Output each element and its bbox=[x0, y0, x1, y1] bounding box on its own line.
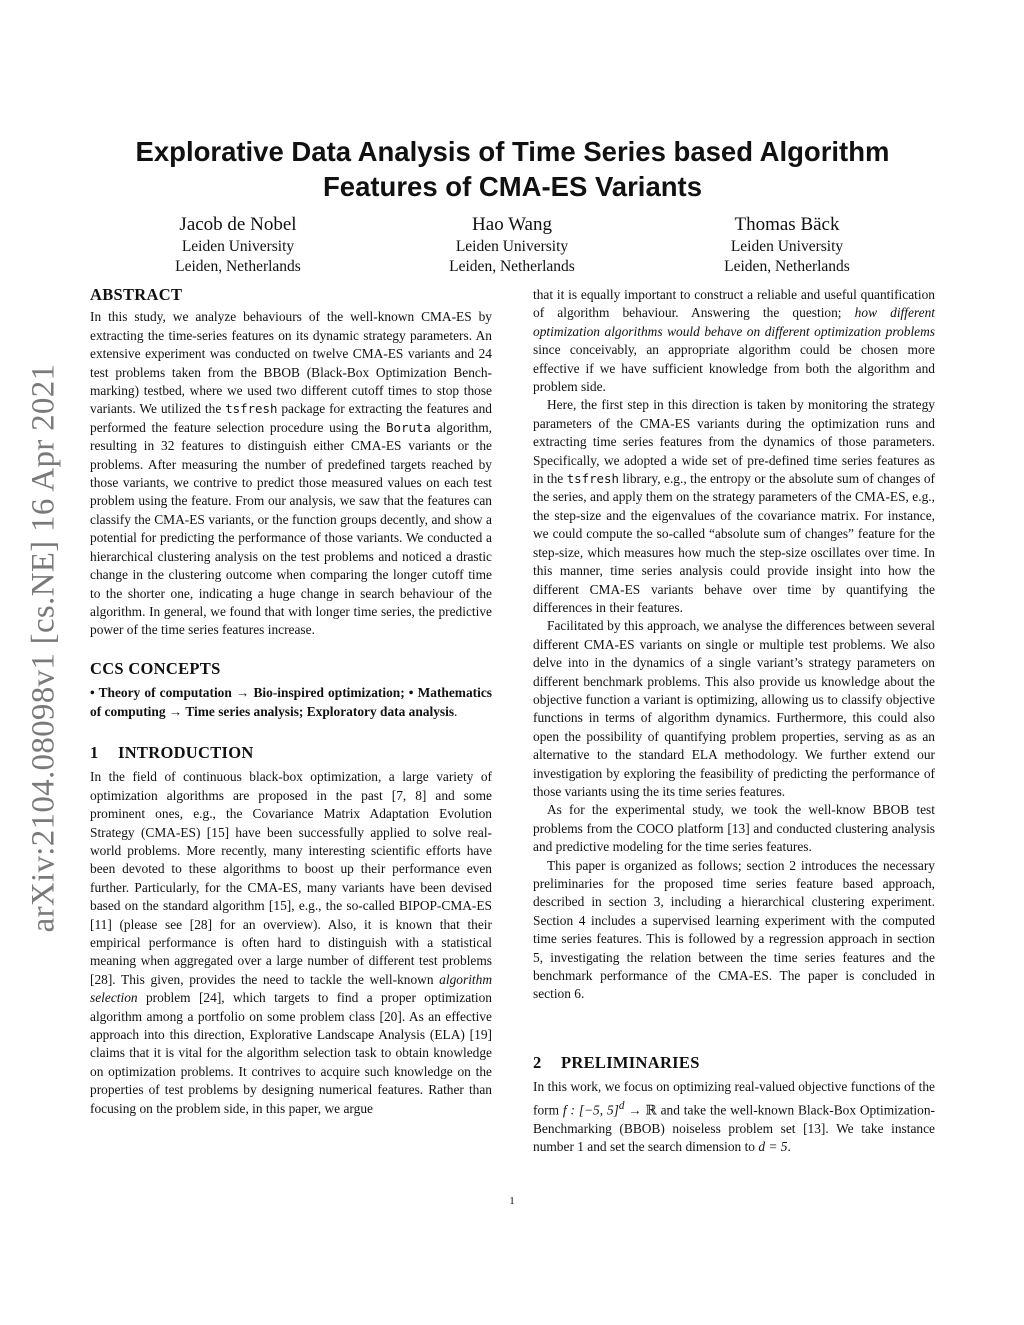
text-part: Here, the first step in this direction is taken by monitoring the strategy parameters of the CMA-ES variants during the optimization runs and extracting time series features from the dynamics of those parameters. Specifically, we adopted a wide set of pre-defined time series features as in the bbox=[533, 397, 935, 487]
intro-paragraph bbox=[90, 768, 492, 1118]
ccs-concepts bbox=[90, 684, 492, 721]
intro-text-part: In the field of continuous black-box optimization, a large variety of optimization algorithms are proposed in the past [7, 8] and some prominent ones, e.g., the Covariance Matrix Adaptation Evolution Strategy (CMA-ES) [15] have been successfully applied to solve real-world problems. More recently, many interesting scientific efforts have been devoted to these algorithms to boost up their performance even further. Particularly, for the CMA-ES, many variants have been devised based on the standard algorithm [15], e.g., the so-called BIPOP-CMA-ES [11] (please see [28] for an overview). Also, it is known that their empirical performance is often hard to distinguish with a statistical meaning when aggregated over a large number of different test problems [28]. This given, provides the need to tackle the well-known bbox=[90, 769, 492, 987]
intro-heading bbox=[90, 744, 492, 762]
abstract-text-part: algorithm, resulting in 32 features to distinguish either CMA-ES variants or the problems. After measuring the number of predefined targets reached by those variants, we contrive to predict those measured values on each test problem using the feature. From our analysis, we saw that the features can classify the CMA-ES variants, or the function groups decently, and show a potential for predicting the performance of those variants. We conducted a hierarchical clustering analysis on the test problems and noticed a drastic change in the clustering outcome when comparing the longer cutoff time to the shorter one, indicating a huge change in search behaviour of the algorithm. In general, we found that with longer time series, the predictive power of the time series features increase. bbox=[90, 419, 492, 638]
page-number: 1 bbox=[509, 1195, 515, 1207]
author-affiliation: Leiden University bbox=[455, 238, 569, 255]
paper-title bbox=[90, 134, 935, 204]
abstract-heading: ABSTRACT bbox=[90, 285, 183, 304]
text-part: . bbox=[787, 1138, 791, 1154]
intro-text-part: problem [24], which targets to find a proper optimization algorithm among a portfolio on some problem class [20]. As an effective approach into this direction, Explorative Landscape Analysis (ELA) [19] claims that it is vital for the algorithm selection task to obtain knowledge on optimization problems. It contrives to acquire such knowledge on the properties of test problems by designing numerical features. Rather than focusing on the problem side, in this paper, we argue bbox=[90, 990, 492, 1116]
title-line-2: Features of CMA-ES Variants bbox=[323, 171, 702, 202]
author-2 bbox=[372, 213, 652, 277]
author-name: Thomas Bäck bbox=[734, 214, 840, 235]
emphasis-algorithm-selection: algorithm selection bbox=[90, 971, 492, 1006]
author-location: Leiden, Netherlands bbox=[175, 258, 301, 275]
title-line-1: Explorative Data Analysis of Time Series based Algorithm bbox=[135, 136, 890, 167]
text-part: and take the well-known Black-Box Optimization-Benchmarking (BBOB) noiseless problem set [13]. We take instance number 1 and set the search dimension to bbox=[533, 1102, 936, 1154]
author-name: Hao Wang bbox=[472, 214, 552, 235]
code-tsfresh: tsfresh bbox=[225, 401, 278, 417]
preliminaries-paragraph bbox=[533, 1078, 935, 1156]
math-superscript: d bbox=[618, 1099, 625, 1112]
section-number: 1 bbox=[90, 742, 99, 762]
intro-paragraph-4: As for the experimental study, we took the well-know BBOB test problems from the COCO platform [13] and conducted clustering analysis and predictive modeling for the time series features. bbox=[533, 802, 935, 855]
text-part: library, e.g., the entropy or the absolute sum of changes of the series, and apply them on the strategy parameters of the CMA-ES, e.g., the step-size and the eigenvalues of the covariance matrix. For instance, we could compute the so-called “absolute sum of changes” feature for the step-size, which measures how much the step-size oscillates over time. In this manner, time series analysis could provide insight into how the different CMA-ES variants behave over time by quantifying the differences in their features. bbox=[533, 471, 935, 615]
ccs-text: • Theory of computation → Bio-inspired optimization; • Mathematics of computing → Time series analysis; Exploratory data analysis bbox=[90, 685, 492, 719]
author-name: Jacob de Nobel bbox=[179, 214, 297, 235]
text-part: that it is equally important to construct a reliable and useful quantification of algorithm behaviour. Answering the question; bbox=[533, 287, 935, 321]
text-part: In this work, we focus on optimizing real-valued objective functions of the form bbox=[533, 1079, 935, 1118]
author-location: Leiden, Netherlands bbox=[449, 258, 575, 275]
emphasis-question: how different optimization algorithms would behave on different optimization problems bbox=[533, 305, 936, 339]
ccs-end: . bbox=[454, 703, 458, 719]
arxiv-sidebar bbox=[22, 350, 66, 945]
right-column bbox=[533, 286, 935, 1156]
code-boruta: Boruta bbox=[386, 419, 431, 435]
author-affiliation: Leiden University bbox=[730, 238, 844, 255]
abstract-text-part: package for extracting the features and performed the feature selection procedure using the bbox=[90, 401, 492, 435]
intro-continued-paragraph bbox=[533, 286, 935, 396]
code-tsfresh: tsfresh bbox=[566, 471, 619, 487]
abstract-text bbox=[90, 308, 492, 639]
math-domain: f : [−5, 5] bbox=[562, 1102, 619, 1118]
author-3 bbox=[647, 213, 927, 277]
intro-paragraph-3: Facilitated by this approach, we analyse the differences between several different CMA-ES variants on single or multiple test problems. We also delve into in the dynamics of a single variant’s strategy parameters on different benchmark problems. This also provide us knowledge about the objective function a variant is optimizing, allowing us to classify objective functions in terms of algorithm dynamics. Furthermore, this could also open the possibility of quantifying problem properties, serving as as an alternative to the standard ELA methodology. We further extend our investigation by exploring the feasibility of predicting the performance of those variants using the its time series features. bbox=[533, 618, 935, 799]
section-title: INTRODUCTION bbox=[118, 742, 254, 762]
math-arrow-reals: → ℝ bbox=[624, 1102, 657, 1118]
section-title: PRELIMINARIES bbox=[561, 1052, 700, 1072]
author-1 bbox=[98, 213, 378, 277]
author-affiliation: Leiden University bbox=[181, 238, 295, 255]
author-location: Leiden, Netherlands bbox=[724, 258, 850, 275]
math-dimension: d = 5 bbox=[758, 1138, 788, 1154]
arxiv-identifier: arXiv:2104.08098v1 [cs.NE] 16 Apr 2021 bbox=[25, 363, 62, 932]
text-part: since conceivably, an appropriate algorithm could be chosen more effective if we have sufficient knowledge from both the algorithm and problem side. bbox=[533, 342, 935, 395]
preliminaries-heading bbox=[533, 1054, 935, 1072]
section-number: 2 bbox=[533, 1052, 542, 1072]
ccs-heading: CCS CONCEPTS bbox=[90, 658, 221, 678]
left-column bbox=[90, 286, 492, 1118]
abstract-text-part: In this study, we analyze behaviours of the well-known CMA-ES by extracting the time-series features on its dynamic strategy parameters. An extensive experiment was conducted on twelve CMA-ES variants and 24 test problems taken from the BBOB (Black-Box Optimization Bench-marking) testbed, where we used two different cutoff times to stop those variants. We utilized the bbox=[90, 309, 492, 417]
intro-paragraph-2 bbox=[533, 396, 935, 617]
intro-paragraph-5: This paper is organized as follows; section 2 introduces the necessary preliminaries for the proposed time series feature based approach, described in section 3, including a hierarchical clustering experiment. Section 4 includes a supervised learning experiment with the computed time series features. This is followed by a regression approach in section 5, investigating the relation between the time series features and the benchmark performance of the CMA-ES. The paper is concluded in section 6. bbox=[533, 857, 935, 1002]
